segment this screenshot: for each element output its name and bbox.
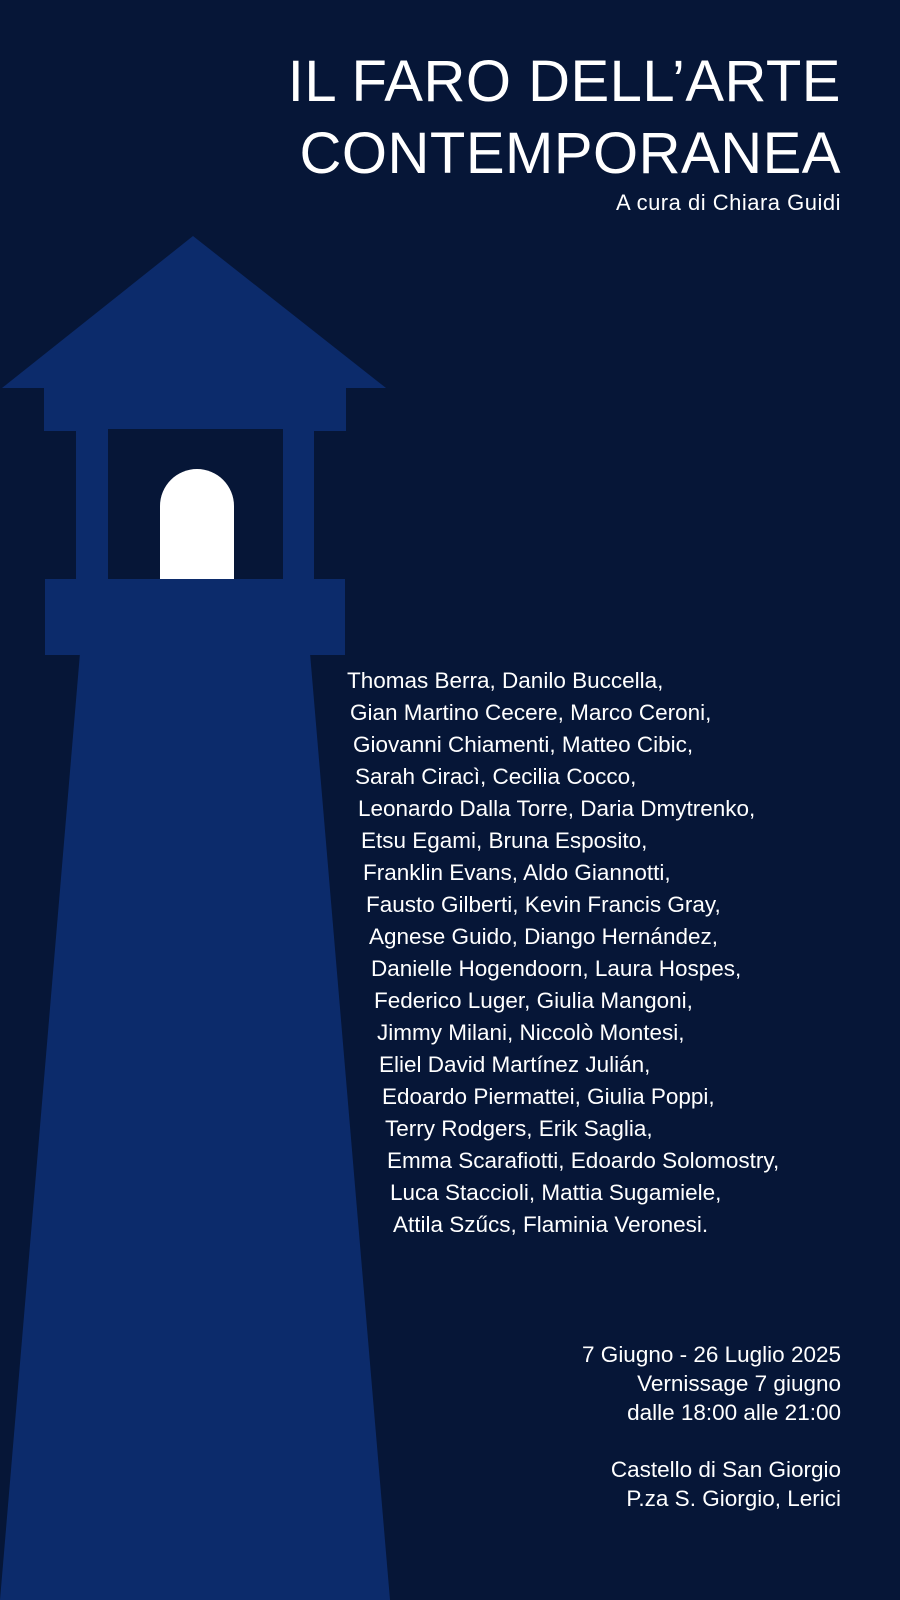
venue-address: P.za S. Giorgio, Lerici (626, 1486, 841, 1511)
lighthouse-tower (0, 653, 390, 1600)
artist-list-line: Luca Staccioli, Mattia Sugamiele, (390, 1180, 722, 1205)
artist-list-line: Giovanni Chiamenti, Matteo Cibic, (353, 732, 694, 757)
lighthouse-roof-base (44, 386, 346, 431)
artist-list-line: Emma Scarafiotti, Edoardo Solomostry, (387, 1148, 780, 1173)
artist-list-line: Fausto Gilberti, Kevin Francis Gray, (366, 892, 721, 917)
artist-list-line: Danielle Hogendoorn, Laura Hospes, (371, 956, 742, 981)
artist-list-line: Jimmy Milani, Niccolò Montesi, (377, 1020, 685, 1045)
vernissage-date: Vernissage 7 giugno (637, 1371, 841, 1396)
lighthouse-gallery (45, 579, 345, 655)
artist-list-line: Etsu Egami, Bruna Esposito, (361, 828, 648, 853)
title-line-2: CONTEMPORANEA (299, 121, 841, 186)
artist-list-line: Edoardo Piermattei, Giulia Poppi, (382, 1084, 715, 1109)
artist-list-line: Leonardo Dalla Torre, Daria Dmytrenko, (358, 796, 756, 821)
lighthouse-roof (2, 236, 386, 388)
title-line-1: IL FARO DELL’ARTE (287, 49, 841, 114)
vernissage-hours: dalle 18:00 alle 21:00 (627, 1400, 841, 1425)
artist-list-line: Agnese Guido, Diango Hernández, (369, 924, 718, 949)
artist-list-line: Terry Rodgers, Erik Saglia, (385, 1116, 653, 1141)
artist-list-line: Gian Martino Cecere, Marco Ceroni, (350, 700, 712, 725)
lighthouse-window (160, 469, 234, 581)
curator-credit: A cura di Chiara Guidi (616, 190, 841, 215)
artist-list-line: Federico Luger, Giulia Mangoni, (374, 988, 693, 1013)
artist-list-line: Sarah Ciracì, Cecilia Cocco, (355, 764, 637, 789)
artist-list-line: Franklin Evans, Aldo Giannotti, (363, 860, 671, 885)
exhibition-dates: 7 Giugno - 26 Luglio 2025 (582, 1342, 841, 1367)
artist-list-line: Thomas Berra, Danilo Buccella, (347, 668, 664, 693)
venue-name: Castello di San Giorgio (610, 1457, 841, 1482)
artist-list-line: Eliel David Martínez Julián, (379, 1052, 651, 1077)
artist-list-line: Attila Szűcs, Flaminia Veronesi. (393, 1212, 709, 1237)
